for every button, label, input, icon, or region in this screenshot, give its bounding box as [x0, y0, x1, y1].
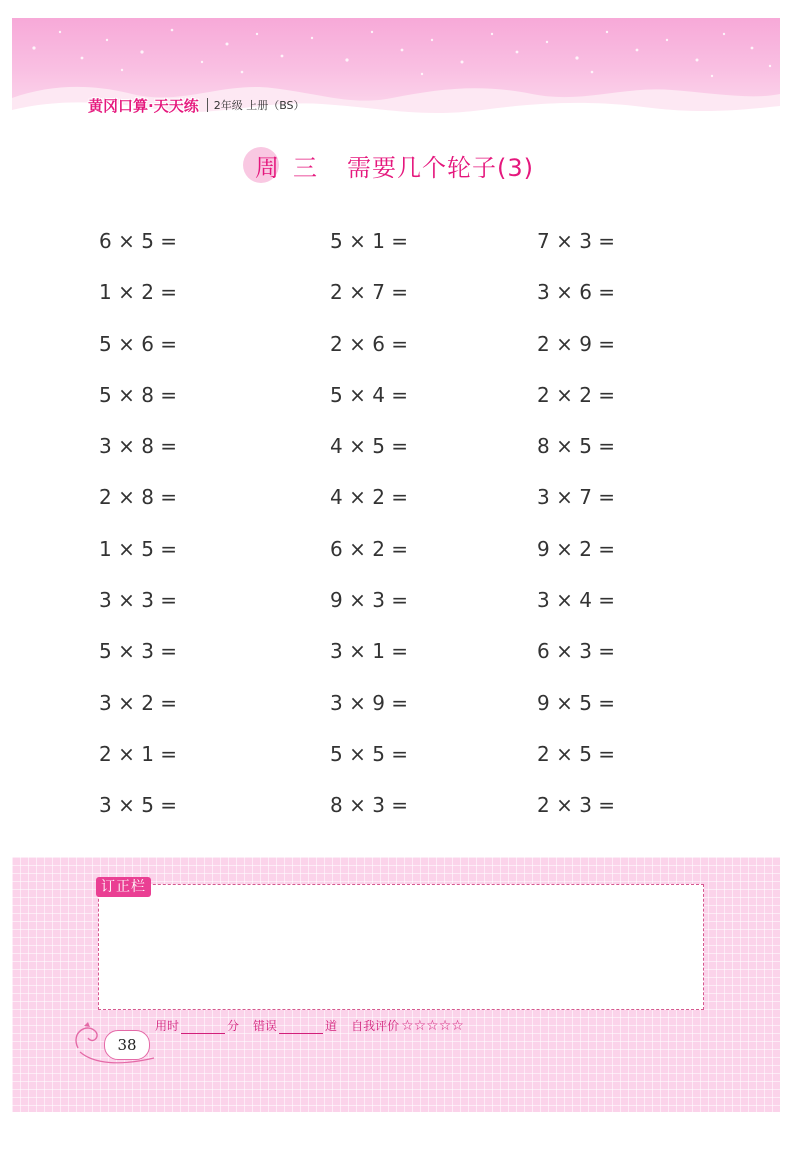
problem-item: 2 × 6 =: [330, 331, 409, 356]
problem-item: 3 × 4 =: [537, 588, 616, 613]
problem-item: 1 × 2 =: [99, 280, 178, 305]
correction-panel: [12, 857, 780, 1112]
problem-column-3: [537, 226, 615, 842]
problem-item: 4 × 5 =: [330, 434, 409, 459]
problem-item: 2 × 1 =: [99, 741, 178, 766]
problem-item: 5 × 4 =: [330, 382, 409, 407]
problem-item: 4 × 2 =: [330, 485, 409, 510]
correction-box[interactable]: [98, 884, 704, 1010]
errors-unit: 道: [325, 1019, 338, 1033]
problem-item: 8 × 3 =: [330, 793, 409, 818]
grade-label: 2年级 上册（BS）: [213, 99, 305, 112]
problem-item: 1 × 5 =: [99, 536, 178, 561]
correction-label: 订正栏: [96, 877, 151, 897]
problem-item: 9 × 3 =: [330, 588, 409, 613]
problem-item: 2 × 9 =: [537, 331, 616, 356]
problem-item: 5 × 6 =: [99, 331, 178, 356]
problem-item: 9 × 2 =: [537, 536, 616, 561]
problem-item: 3 × 7 =: [537, 485, 616, 510]
errors-blank[interactable]: [279, 1021, 323, 1034]
problem-item: 8 × 5 =: [537, 434, 616, 459]
problem-item: 6 × 5 =: [99, 229, 178, 253]
problem-item: 3 × 8 =: [99, 434, 178, 459]
problem-item: 2 × 7 =: [330, 280, 409, 305]
problem-item: 5 × 1 =: [330, 229, 409, 253]
problem-item: 2 × 3 =: [537, 793, 616, 818]
problem-item: 5 × 8 =: [99, 382, 178, 407]
self-eval-label: 自我评价: [351, 1019, 400, 1033]
lesson-name: 需要几个轮子(3): [347, 153, 534, 182]
problem-item: 2 × 5 =: [537, 741, 616, 766]
problem-item: 6 × 2 =: [330, 536, 409, 561]
problem-item: 2 × 8 =: [99, 485, 178, 510]
problem-item: 3 × 1 =: [330, 639, 409, 664]
brand-title: 黄冈口算·天天练: [88, 96, 199, 115]
problem-item: 3 × 3 =: [99, 588, 178, 613]
page-number: 38: [104, 1030, 150, 1060]
problem-column-2: [330, 226, 408, 842]
star-rating[interactable]: ☆☆☆☆☆: [401, 1018, 464, 1034]
problem-column-1: [99, 226, 177, 842]
problem-item: 9 × 5 =: [537, 690, 616, 715]
problem-item: 3 × 9 =: [330, 690, 409, 715]
time-unit: 分: [227, 1019, 240, 1033]
problem-item: 3 × 5 =: [99, 793, 178, 818]
time-blank[interactable]: [181, 1021, 225, 1034]
errors-label: 错误: [253, 1019, 278, 1033]
problem-item: 2 × 2 =: [537, 382, 616, 407]
weekday-first: 周: [255, 153, 279, 182]
weekday-second: 三: [293, 153, 317, 182]
problem-item: 5 × 5 =: [330, 741, 409, 766]
problem-item: 5 × 3 =: [99, 639, 178, 664]
footer-stats: [155, 1016, 464, 1034]
problem-item: 3 × 2 =: [99, 690, 178, 715]
problem-item: 3 × 6 =: [537, 280, 616, 305]
problem-item: 6 × 3 =: [537, 639, 616, 664]
time-label: 用时: [155, 1019, 180, 1033]
problem-item: 7 × 3 =: [537, 229, 616, 253]
